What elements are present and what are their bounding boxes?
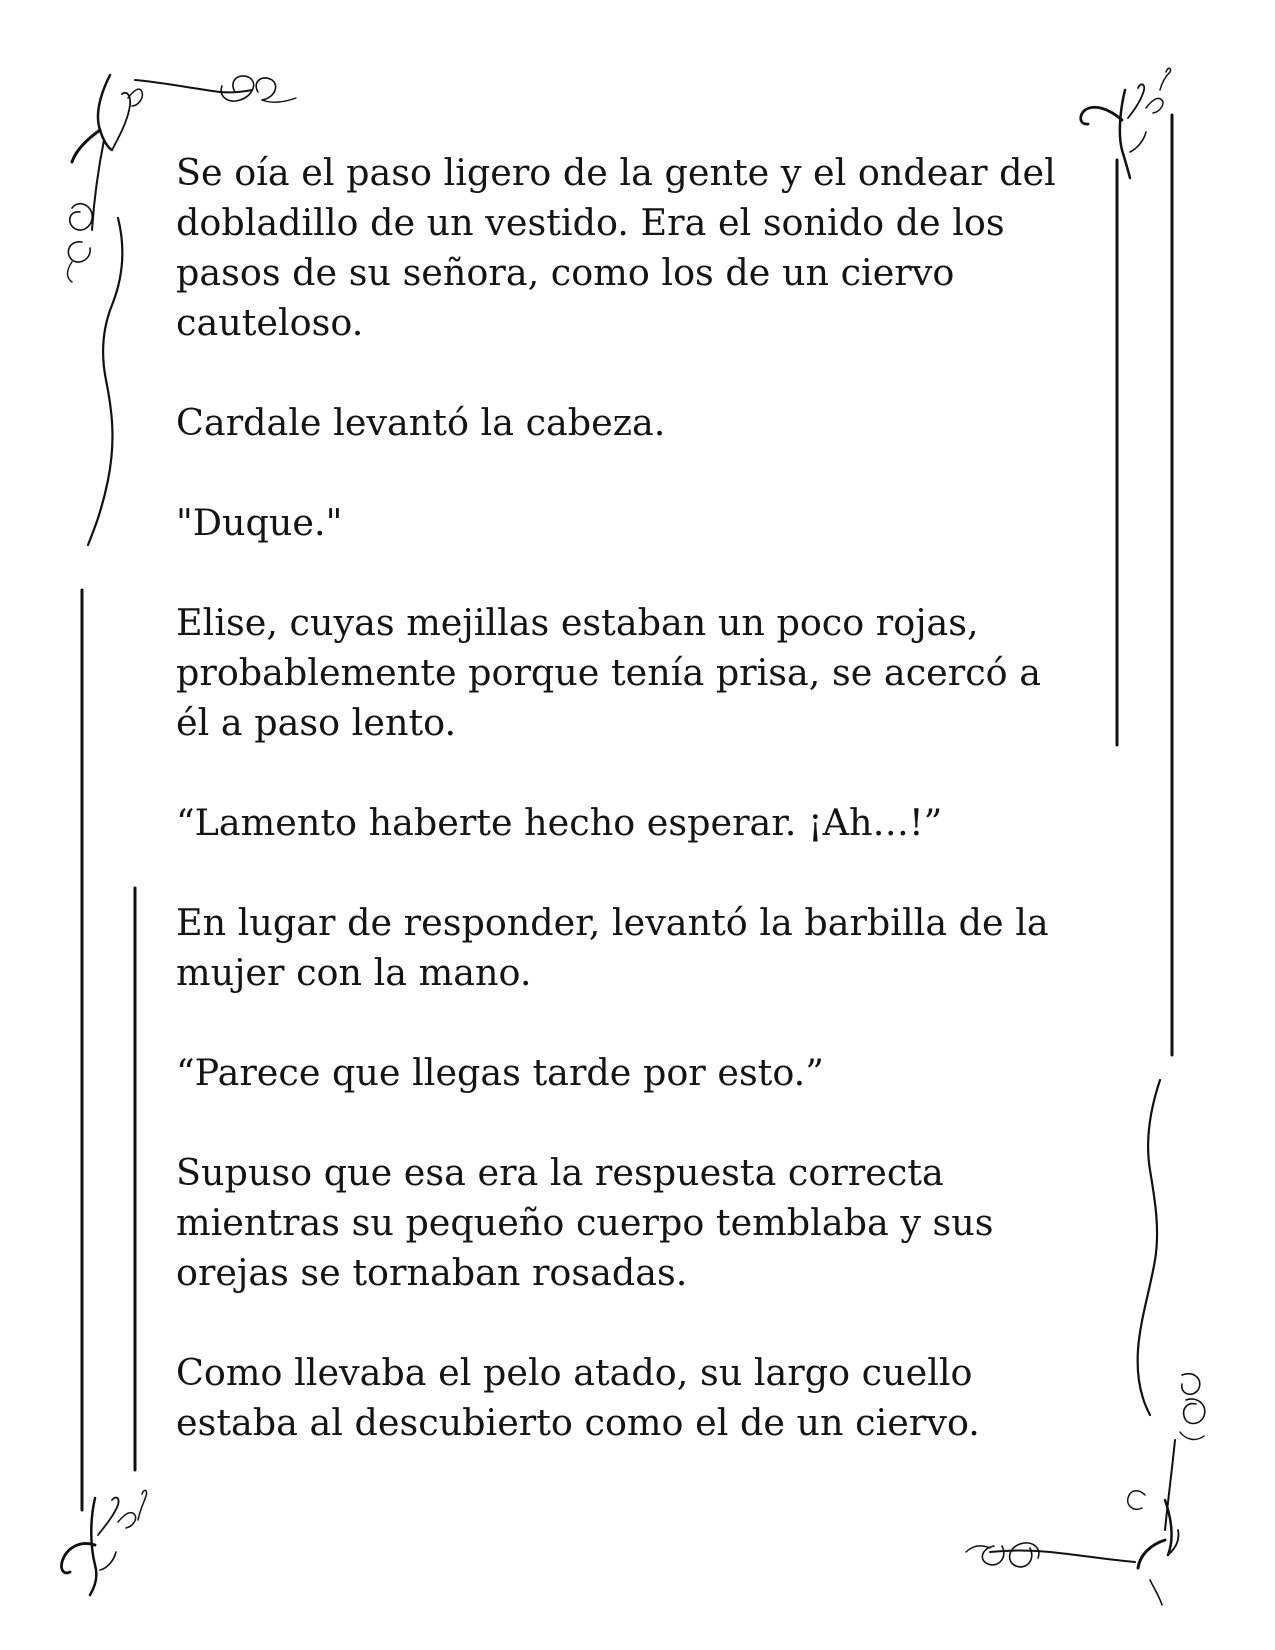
paragraph: Supuso que esa era la respuesta correcta mientras su pequeño cuerpo temblaba y sus orejas se tornaban rosadas.	[176, 1151, 994, 1294]
paragraph: Cardale levantó la cabeza.	[176, 401, 666, 444]
paragraph: “Parece que llegas tarde por esto.”	[176, 1051, 824, 1094]
paragraph: Elise, cuyas mejillas estaban un poco rojas, probablemente porque tenía prisa, se acercó a él a paso lento.	[176, 601, 1041, 744]
paragraph: Se oía el paso ligero de la gente y el ondear del dobladillo de un vestido. Era el sonido de los pasos de su señora, como los de un ciervo cauteloso.	[176, 151, 1056, 344]
paragraph: En lugar de responder, levantó la barbilla de la mujer con la mano.	[176, 901, 1049, 994]
paragraph: "Duque."	[176, 501, 343, 544]
flourish-bottom-left	[61, 1490, 146, 1595]
story-text	[176, 148, 1106, 1448]
paragraph: “Lamento haberte hecho esperar. ¡Ah…!”	[176, 801, 943, 844]
paragraph: Como llevaba el pelo atado, su largo cuello estaba al descubierto como el de un ciervo.	[176, 1351, 980, 1444]
